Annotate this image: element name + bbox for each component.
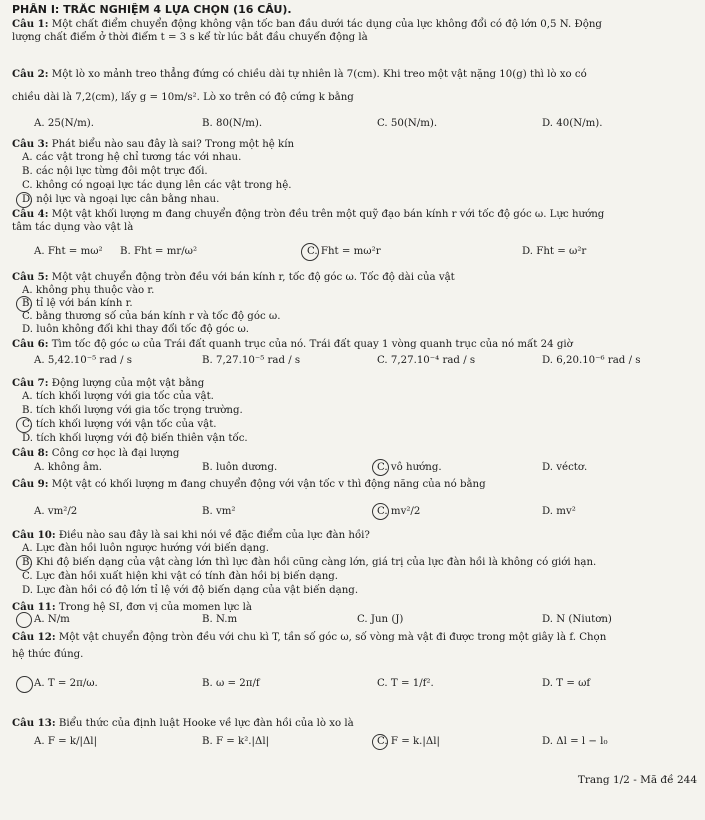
question-stem: Một chất điểm chuyển động không vận tốc ban đầu dưới tác dụng của lực không đổi có độ lớn 0,5 N. Động [51, 19, 602, 30]
question-stem: Một vật khối lượng m đang chuyển động tròn đều trên một quỹ đạo bán kính r với tốc độ góc ω. Lực hướng [51, 209, 605, 220]
section-header: PHẦN I: TRẮC NGHIỆM 4 LỰA CHỌN (16 CÂU). [12, 3, 292, 16]
selected-answer-mark [16, 417, 32, 433]
selected-answer-mark [16, 676, 33, 693]
question-5 [12, 270, 697, 285]
option-d[interactable]: D. T = ωf [542, 678, 591, 689]
options-q8 [12, 460, 697, 476]
question-number: Câu 3: [12, 138, 49, 150]
option-b[interactable]: B. vm² [202, 506, 236, 517]
option-a[interactable]: A. 5,42.10⁻⁵ rad / s [34, 355, 133, 366]
option-d[interactable]: D. tích khối lượng với độ biến thiên vận tốc. [22, 433, 248, 444]
option-c[interactable]: C. 50(N/m). [377, 118, 438, 129]
option-a[interactable]: A. không phụ thuộc vào r. [22, 285, 155, 296]
option-d[interactable]: D. nội lực và ngoại lực cân bằng nhau. [22, 194, 220, 205]
question-stem-cont: lượng chất điểm ở thời điểm t = 3 s kể từ lúc bắt đầu chuyển động là [12, 32, 368, 43]
question-number: Câu 1: [12, 18, 49, 30]
option-a[interactable]: A. tích khối lượng với gia tốc của vật. [22, 391, 214, 402]
option-c[interactable]: C. T = 1/f². [377, 678, 434, 689]
question-stem: Phát biểu nào sau đây là sai? Trong một hệ kín [51, 139, 295, 150]
options-q13 [12, 734, 697, 752]
question-9 [12, 477, 697, 492]
option-d[interactable]: D. N (Niutơn) [542, 614, 612, 625]
question-13 [12, 716, 697, 731]
option-d[interactable]: D. mv² [542, 506, 576, 517]
option-d[interactable]: D. Lực đàn hồi có độ lớn tỉ lệ với độ biến dạng của vật biến dạng. [22, 585, 359, 596]
question-stem: Công cơ học là đại lượng [51, 448, 180, 459]
selected-answer-mark [16, 555, 32, 571]
option-b[interactable]: B. 80(N/m). [202, 118, 263, 129]
question-stem: Trong hệ SI, đơn vị của momen lực là [58, 602, 252, 613]
option-b[interactable]: B. 7,27.10⁻⁵ rad / s [202, 355, 301, 366]
option-d[interactable]: D. véctơ. [542, 462, 588, 473]
option-b[interactable]: B. tỉ lệ với bán kính r. [22, 298, 133, 309]
selected-answer-mark [16, 192, 32, 208]
options-q2 [12, 116, 697, 134]
option-a[interactable]: A. N/m [34, 614, 70, 625]
option-a[interactable]: A. vm²/2 [34, 506, 78, 517]
question-stem: Một vật có khối lượng m đang chuyển động với vận tốc v thì động năng của nó bằng [51, 479, 486, 490]
option-c[interactable]: C. Fht = mω²r [307, 246, 381, 257]
selected-answer-mark [372, 503, 389, 520]
question-stem: Một lò xo mảnh treo thẳng đứng có chiều dài tự nhiên là 7(cm). Khi treo một vật nặng 10(g) thì lò xo có [51, 69, 587, 80]
option-c[interactable]: C. 7,27.10⁻⁴ rad / s [377, 355, 476, 366]
question-number: Câu 13: [12, 717, 56, 729]
option-d[interactable]: D. 6,20.10⁻⁶ rad / s [542, 355, 641, 366]
question-7 [12, 376, 697, 391]
option-a[interactable]: A. Lực đàn hồi luôn ngược hướng với biến dạng. [22, 543, 269, 554]
option-a[interactable]: A. 25(N/m). [34, 118, 94, 129]
option-c[interactable]: C. mv²/2 [377, 506, 421, 517]
option-b[interactable]: B. F = k².|Δl| [202, 736, 270, 747]
options-q11 [12, 612, 697, 628]
option-c[interactable]: C. bằng thương số của bán kính r và tốc độ góc ω. [22, 311, 281, 322]
question-stem: Điều nào sau đây là sai khi nói về đặc điểm của lực đàn hồi? [58, 530, 370, 541]
question-stem-cont: chiều dài là 7,2(cm), lấy g = 10m/s². Lò xo trên có độ cứng k bằng [12, 92, 354, 103]
option-b[interactable]: B. Fht = mr/ω² [120, 246, 198, 257]
question-number: Câu 9: [12, 478, 49, 490]
question-number: Câu 8: [12, 447, 49, 459]
question-8 [12, 446, 697, 461]
question-stem: Một vật chuyển động tròn đều với chu kì T, tần số góc ω, số vòng mà vật đi được trong một giây là f. Chọn [58, 632, 607, 643]
option-a[interactable]: A. không âm. [34, 462, 102, 473]
question-6 [12, 337, 697, 352]
question-number: Câu 7: [12, 377, 49, 389]
option-c[interactable]: C. F = k.|Δl| [377, 736, 440, 747]
question-stem: Một vật chuyển động tròn đều với bán kính r, tốc độ góc ω. Tốc độ dài của vật [51, 272, 455, 283]
question-number: Câu 10: [12, 529, 56, 541]
option-c[interactable]: C. Lực đàn hồi xuất hiện khi vật có tính đàn hồi bị biến dạng. [22, 571, 339, 582]
options-q12 [12, 672, 697, 696]
option-b[interactable]: B. luôn dương. [202, 462, 278, 473]
selected-answer-mark [372, 459, 389, 476]
question-12 [12, 630, 697, 645]
option-d[interactable]: D. 40(N/m). [542, 118, 603, 129]
question-number: Câu 5: [12, 271, 49, 283]
question-number: Câu 12: [12, 631, 56, 643]
question-stem: Tìm tốc độ góc ω của Trái đất quanh trục của nó. Trái đất quay 1 vòng quanh trục của nó mất 24 giờ [51, 339, 573, 350]
question-stem: Động lượng của một vật bằng [51, 378, 205, 389]
option-a[interactable]: A. F = k/|Δl| [34, 736, 98, 747]
selected-answer-mark [16, 296, 32, 312]
options-q9 [12, 500, 697, 524]
question-number: Câu 6: [12, 338, 49, 350]
options-q6 [12, 353, 697, 371]
option-c[interactable]: C. tích khối lượng với vận tốc của vật. [22, 419, 217, 430]
option-c[interactable]: C. Jun (J) [357, 614, 404, 625]
question-3 [12, 137, 697, 152]
option-a[interactable]: A. các vật trong hệ chỉ tương tác với nhau. [22, 152, 242, 163]
question-1 [12, 17, 697, 32]
selected-answer-mark [16, 612, 32, 628]
question-2 [12, 67, 697, 82]
question-4 [12, 207, 697, 222]
page-footer: Trang 1/2 - Mã đề 244 [577, 774, 697, 786]
option-b[interactable]: B. tích khối lượng với gia tốc trọng trường. [22, 405, 243, 416]
question-number: Câu 2: [12, 68, 49, 80]
option-b[interactable]: B. các nội lực từng đôi một trực đối. [22, 166, 208, 177]
option-c[interactable]: C. không có ngoại lực tác dụng lên các vật trong hệ. [22, 180, 292, 191]
question-number: Câu 4: [12, 208, 49, 220]
selected-answer-mark [372, 734, 388, 750]
option-a[interactable]: A. T = 2π/ω. [34, 678, 98, 689]
question-stem-cont: hệ thức đúng. [12, 649, 84, 660]
question-stem: Biểu thức của định luật Hooke về lực đàn hồi của lò xo là [58, 718, 354, 729]
question-number: Câu 11: [12, 601, 56, 613]
option-d[interactable]: D. luôn không đổi khi thay đổi tốc độ góc ω. [22, 324, 249, 335]
option-b[interactable]: B. Khi độ biến dạng của vật càng lớn thì lực đàn hồi cũng càng lớn, giá trị của lực đàn hồi là không có giới hạn. [22, 557, 597, 568]
option-d[interactable]: D. Fht = ω²r [522, 246, 587, 257]
selected-answer-mark [301, 243, 319, 261]
option-a[interactable]: A. Fht = mω² [34, 246, 103, 257]
options-q4 [12, 241, 697, 265]
option-c[interactable]: C. vô hướng. [377, 462, 442, 473]
option-b[interactable]: B. N.m [202, 614, 238, 625]
option-d[interactable]: D. Δl = l − l₀ [542, 736, 608, 747]
option-b[interactable]: B. ω = 2π/f [202, 678, 260, 689]
question-stem-cont: tâm tác dụng vào vật là [12, 222, 134, 233]
question-10 [12, 528, 697, 543]
